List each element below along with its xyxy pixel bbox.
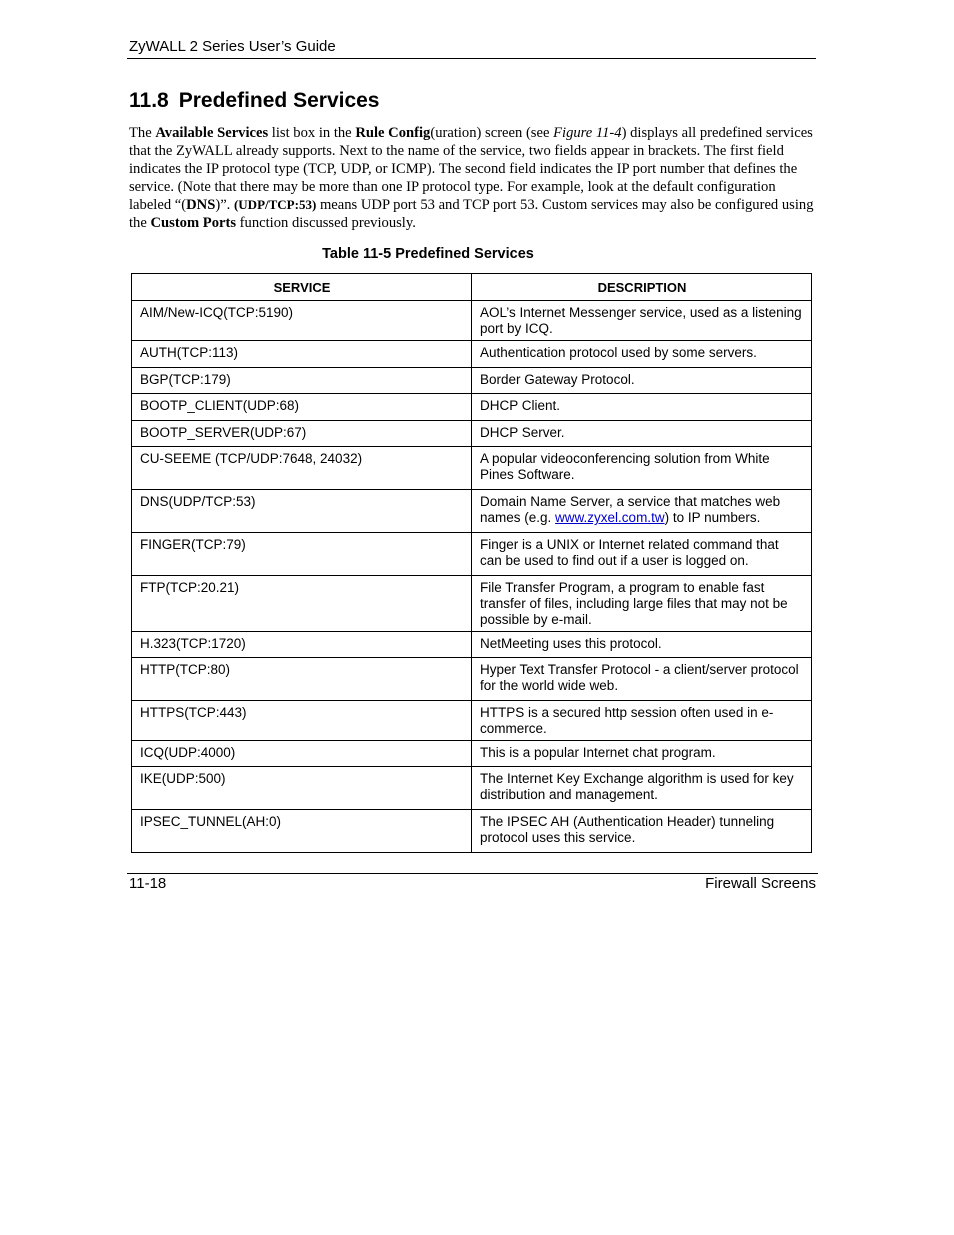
paragraph-run: means UDP port 53 and TCP port 53. Custom services may also be configured using the: [129, 197, 814, 231]
description-text: Finger is a UNIX or Internet related command that can be used to find out if a user is logged on.: [480, 537, 779, 568]
service-cell: HTTP(TCP:80): [132, 658, 472, 701]
column-header-description: DESCRIPTION: [472, 274, 812, 301]
description-cell: [472, 421, 812, 447]
section-title: Predefined Services: [178, 89, 380, 112]
table-row: [132, 658, 812, 701]
description-text: NetMeeting uses this protocol.: [480, 636, 662, 651]
table-row: [132, 810, 812, 853]
service-cell: BOOTP_SERVER(UDP:67): [132, 421, 472, 447]
paragraph-run: list box in the: [268, 125, 356, 141]
table-row: [132, 701, 812, 741]
description-cell: [472, 368, 812, 394]
table-row: [132, 341, 812, 368]
service-cell: FTP(TCP:20.21): [132, 576, 472, 632]
service-cell: HTTPS(TCP:443): [132, 701, 472, 741]
service-cell: CU-SEEME (TCP/UDP:7648, 24032): [132, 447, 472, 490]
description-text: AOL’s Internet Messenger service, used as a listening port by ICQ.: [480, 305, 802, 336]
table-row: [132, 533, 812, 576]
table-row: [132, 576, 812, 632]
description-text: The Internet Key Exchange algorithm is used for key distribution and management.: [480, 771, 794, 802]
paragraph-run: (UDP/TCP:53): [233, 197, 317, 212]
description-cell: [472, 810, 812, 853]
section-number: 11.8: [129, 89, 169, 112]
description-text: DHCP Client.: [480, 398, 561, 413]
table-row: [132, 394, 812, 421]
table-row: [132, 741, 812, 767]
description-text: Hyper Text Transfer Protocol - a client/server protocol for the world wide web.: [480, 662, 799, 693]
zyxel-link[interactable]: www.zyxel.com.tw: [555, 510, 665, 525]
paragraph-run: )”.: [215, 197, 234, 213]
table-row: [132, 368, 812, 394]
table-header-row: [132, 274, 812, 301]
service-cell: ICQ(UDP:4000): [132, 741, 472, 767]
description-text: Domain Name Server, a service that matches web names (e.g.: [480, 494, 781, 525]
description-text: Authentication protocol used by some servers.: [480, 345, 757, 360]
description-text: A popular videoconferencing solution from White Pines Software.: [480, 451, 770, 482]
table-row: [132, 490, 812, 533]
page-number: 11-18: [129, 875, 167, 892]
predefined-services-table: [131, 273, 812, 853]
paragraph-run: (uration) screen (see: [430, 125, 554, 141]
description-cell: [472, 632, 812, 658]
service-cell: IPSEC_TUNNEL(AH:0): [132, 810, 472, 853]
description-cell: [472, 658, 812, 701]
service-cell: IKE(UDP:500): [132, 767, 472, 810]
description-text: HTTPS is a secured http session often used in e-commerce.: [480, 705, 774, 736]
table-row: [132, 421, 812, 447]
description-text: DHCP Server.: [480, 425, 565, 440]
description-cell: [472, 576, 812, 632]
service-cell: AIM/New-ICQ(TCP:5190): [132, 301, 472, 341]
running-header: ZyWALL 2 Series User’s Guide: [129, 38, 336, 55]
service-cell: DNS(UDP/TCP:53): [132, 490, 472, 533]
paragraph-run: Rule Config: [355, 125, 431, 141]
service-cell: BGP(TCP:179): [132, 368, 472, 394]
paragraph-run: DNS: [186, 197, 216, 213]
description-text: File Transfer Program, a program to enable fast transfer of files, including large files that may not be possible by e-mail.: [480, 580, 788, 627]
table-row: [132, 767, 812, 810]
table-caption: Table 11-5 Predefined Services: [322, 246, 534, 262]
intro-paragraph: [129, 124, 819, 232]
service-cell: AUTH(TCP:113): [132, 341, 472, 368]
description-cell: [472, 741, 812, 767]
description-text: Border Gateway Protocol.: [480, 372, 635, 387]
paragraph-run: Figure 11-4: [553, 125, 622, 141]
service-cell: BOOTP_CLIENT(UDP:68): [132, 394, 472, 421]
paragraph-run: Custom Ports: [150, 215, 237, 231]
paragraph-run: function discussed previously.: [236, 215, 416, 231]
table-row: [132, 301, 812, 341]
column-header-service: SERVICE: [132, 274, 472, 301]
description-text: This is a popular Internet chat program.: [480, 745, 716, 760]
description-text-after: ) to IP numbers.: [664, 510, 761, 525]
description-cell: [472, 767, 812, 810]
description-cell: [472, 533, 812, 576]
paragraph-run: Available Services: [155, 125, 269, 141]
paragraph-run: The: [129, 125, 156, 141]
description-cell: [472, 341, 812, 368]
description-cell: [472, 394, 812, 421]
description-cell: [472, 701, 812, 741]
service-cell: H.323(TCP:1720): [132, 632, 472, 658]
description-text: The IPSEC AH (Authentication Header) tunneling protocol uses this service.: [480, 814, 775, 845]
table-row: [132, 447, 812, 490]
description-cell: [472, 490, 812, 533]
footer-rule: [127, 873, 818, 874]
header-rule: [127, 58, 816, 59]
description-cell: [472, 301, 812, 341]
description-cell: [472, 447, 812, 490]
paragraph-run: ) displays all predefined services that the ZyWALL already supports. Next to the name of the service, two fields appear in brackets. The first field indicates the IP protocol type (TCP, UDP, or ICMP). The second field indicates the IP port number that defines the service. (Note that there may be more than one IP protocol type. For example, look at the default configuration labeled “(: [129, 125, 813, 213]
service-cell: FINGER(TCP:79): [132, 533, 472, 576]
table-row: [132, 632, 812, 658]
chapter-name: Firewall Screens: [705, 875, 816, 892]
section-heading: [129, 89, 380, 113]
